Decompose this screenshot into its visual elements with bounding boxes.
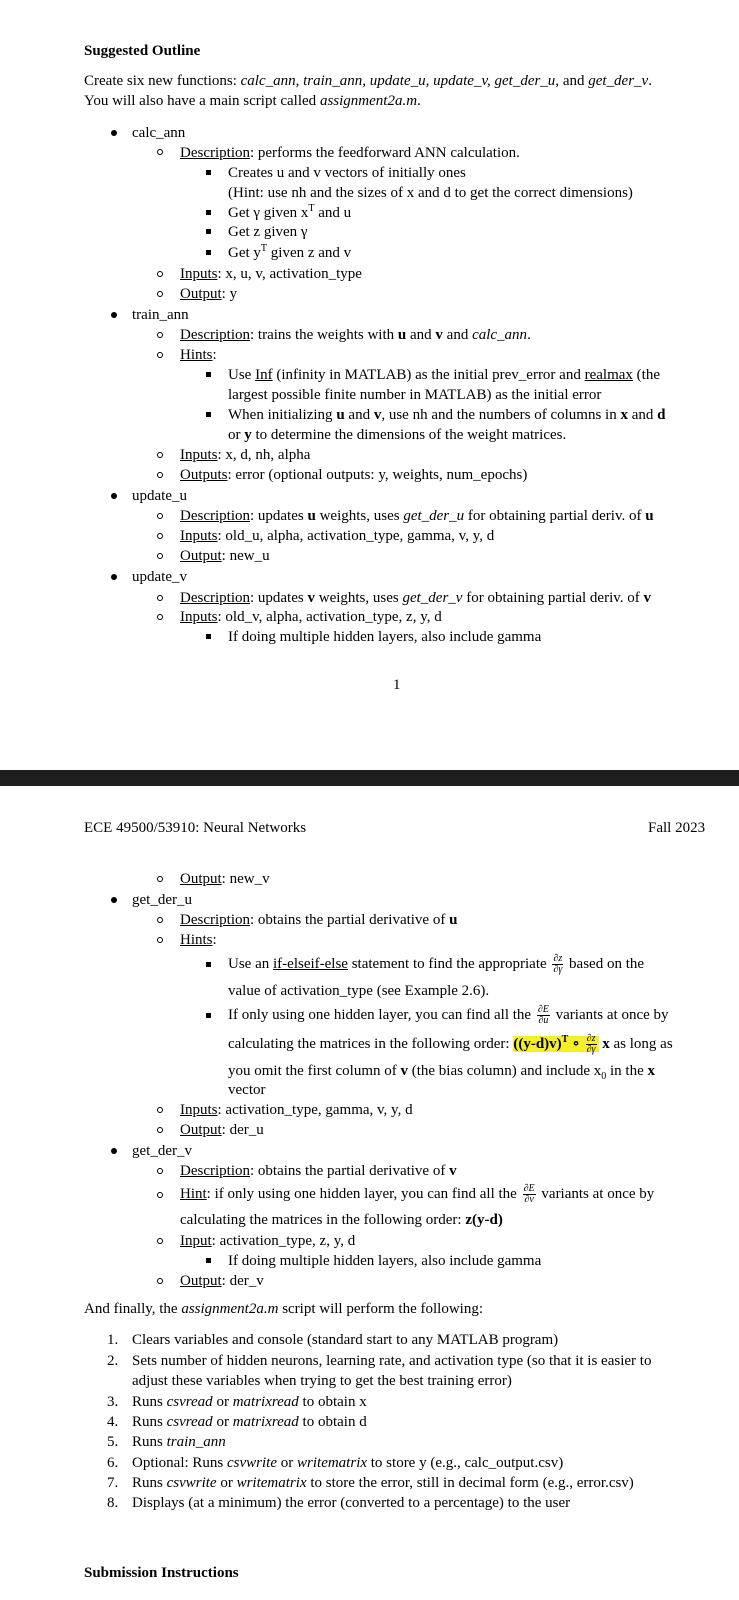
update-v-description: Description: updates v weights, uses get_der_v for obtaining partial deriv. of v: [180, 590, 652, 606]
square-bullet: [206, 634, 211, 639]
step-1: Clears variables and console (standard start to any MATLAB program): [132, 1332, 559, 1348]
intro-line-1: Create six new functions: calc_ann, train_ann, update_u, update_v, get_der_u, and get_der_v.: [84, 73, 652, 89]
page-header-term: Fall 2023: [648, 820, 706, 836]
page-1: [0, 0, 739, 770]
step-number: 7.: [107, 1475, 119, 1491]
circle-bullet: [157, 1192, 163, 1198]
fn-update-u: update_u: [132, 488, 187, 504]
calc-ann-sub1: Creates u and v vectors of initially ones: [228, 165, 466, 181]
calc-ann-sub2: Get γ given $x^T$ and u: [228, 203, 352, 221]
circle-bullet: [157, 1238, 163, 1244]
step-8: Displays (at a minimum) the error (converted to a percentage) to the user: [132, 1495, 571, 1511]
square-bullet: [206, 1258, 211, 1263]
get-der-u-hint2: If only using one hidden layer, you can find all the $\frac{\partial E}{\partial u}$ variants at once by: [228, 1004, 669, 1026]
step-6: Optional: Runs csvwrite or writematrix to store y (e.g., calc_output.csv): [132, 1455, 564, 1471]
step-number: 8.: [107, 1495, 119, 1511]
circle-bullet: [157, 332, 163, 338]
step-5: Runs train_ann: [132, 1434, 226, 1450]
update-u-inputs: Inputs: old_u, alpha, activation_type, gamma, v, y, d: [180, 528, 495, 544]
fn-train-ann: train_ann: [132, 307, 189, 323]
get-der-u-hint2-line2: calculating the matrices in the following order: $((y-d)v)^T$ ∘ $\frac{\partial z}{\partial\gamma}$ x as long as: [228, 1033, 673, 1055]
train-ann-hint1: Use Inf (infinity in MATLAB) as the initial prev_error and realmax (the: [228, 367, 660, 383]
section-heading: Suggested Outline: [84, 43, 201, 59]
circle-bullet: [157, 352, 163, 358]
train-ann-hints-label: Hints:: [180, 347, 217, 363]
circle-bullet: [157, 553, 163, 559]
train-ann-description: Description: trains the weights with u and v and calc_ann.: [180, 327, 531, 343]
highlighted-formula: $((y-d)v)^T$ ∘ $\frac{\partial z}{\partial\gamma}$: [513, 1036, 598, 1052]
calc-ann-output: Output: y: [180, 286, 238, 302]
square-bullet: [206, 1013, 211, 1018]
dE-du-fraction: $\frac{\partial E}{\partial u}$: [537, 1004, 549, 1026]
square-bullet: [206, 170, 211, 175]
step-7: Runs csvwrite or writematrix to store the error, still in decimal form (e.g., error.csv): [132, 1475, 634, 1491]
bullet: [111, 312, 117, 318]
bullet: [111, 130, 117, 136]
get-der-u-hint1-line2: value of activation_type (see Example 2.6).: [228, 983, 490, 999]
circle-bullet: [157, 149, 163, 155]
circle-bullet: [157, 513, 163, 519]
dz-dgamma-fraction: $\frac{\partial z}{\partial\gamma}$: [553, 953, 563, 975]
bullet: [111, 574, 117, 580]
update-v-inputs: Inputs: old_v, alpha, activation_type, z, y, d: [180, 609, 442, 625]
square-bullet: [206, 962, 211, 967]
step-3: Runs csvread or matrixread to obtain x: [132, 1394, 367, 1410]
get-der-u-inputs: Inputs: activation_type, gamma, v, y, d: [180, 1102, 413, 1118]
square-bullet: [206, 229, 211, 234]
square-bullet: [206, 210, 211, 215]
step-number: 4.: [107, 1414, 119, 1430]
circle-bullet: [157, 271, 163, 277]
circle-bullet: [157, 1168, 163, 1174]
bullet: [111, 897, 117, 903]
circle-bullet: [157, 917, 163, 923]
circle-bullet: [157, 452, 163, 458]
step-number: 6.: [107, 1455, 119, 1471]
dE-dv-fraction: $\frac{\partial E}{\partial v}$: [523, 1183, 535, 1205]
get-der-v-output: Output: der_v: [180, 1273, 264, 1289]
circle-bullet: [157, 533, 163, 539]
get-der-v-sub1: If doing multiple hidden layers, also include gamma: [228, 1253, 542, 1269]
page-divider: [0, 770, 739, 786]
get-der-v-hint: Hint: if only using one hidden layer, you can find all the $\frac{\partial E}{\partial v}$ variants at once by: [180, 1183, 655, 1205]
circle-bullet: [157, 876, 163, 882]
get-der-u-description: Description: obtains the partial derivative of u: [180, 912, 458, 928]
circle-bullet: [157, 1127, 163, 1133]
circle-bullet: [157, 291, 163, 297]
calc-ann-sub3: Get z given γ: [228, 224, 308, 240]
calc-ann-sub4: Get $y^T$ given z and v: [228, 243, 352, 261]
square-bullet: [206, 372, 211, 377]
update-u-output: Output: new_u: [180, 548, 270, 564]
get-der-v-hint-line2: calculating the matrices in the following order: z(y-d): [180, 1212, 503, 1228]
step-number: 1.: [107, 1332, 119, 1348]
dz-dgamma-fraction: $\frac{\partial z}{\partial\gamma}$: [586, 1033, 596, 1055]
calc-ann-inputs: Inputs: x, u, v, activation_type: [180, 266, 362, 282]
calc-ann-sub1-hint: (Hint: use nh and the sizes of x and d to get the correct dimensions): [228, 185, 633, 201]
fn-get-der-u: get_der_u: [132, 892, 192, 908]
fn-calc-ann: calc_ann: [132, 125, 186, 141]
circle-bullet: [157, 614, 163, 620]
step-4: Runs csvread or matrixread to obtain d: [132, 1414, 367, 1430]
calc-ann-description: Description: performs the feedforward ANN calculation.: [180, 145, 520, 161]
step-2-line2: adjust these variables when trying to get the best training error): [132, 1373, 512, 1389]
circle-bullet: [157, 1278, 163, 1284]
page-header-course: ECE 49500/53910: Neural Networks: [84, 820, 307, 836]
fn-get-der-v: get_der_v: [132, 1143, 192, 1159]
train-ann-hint2-line2: or y to determine the dimensions of the weight matrices.: [228, 427, 567, 443]
step-number: 3.: [107, 1394, 119, 1410]
page-2: [0, 786, 739, 1600]
submission-heading: Submission Instructions: [84, 1565, 239, 1581]
get-der-v-input: Input: activation_type, z, y, d: [180, 1233, 356, 1249]
get-der-v-description: Description: obtains the partial derivative of v: [180, 1163, 457, 1179]
get-der-u-hints-label: Hints:: [180, 932, 217, 948]
circle-bullet: [157, 1107, 163, 1113]
fn-update-v: update_v: [132, 569, 187, 585]
update-v-output: Output: new_v: [180, 871, 270, 887]
train-ann-inputs: Inputs: x, d, nh, alpha: [180, 447, 311, 463]
update-u-description: Description: updates u weights, uses get_der_u for obtaining partial deriv. of u: [180, 508, 654, 524]
bullet: [111, 1148, 117, 1154]
get-der-u-output: Output: der_u: [180, 1122, 264, 1138]
bullet: [111, 493, 117, 499]
get-der-u-hint1: Use an if-elseif-else statement to find the appropriate $\frac{\partial z}{\partial\gamma}$ based on the: [228, 953, 645, 975]
page-number: 1: [393, 677, 401, 693]
train-ann-hint1-line2: largest possible finite number in MATLAB) as the initial error: [228, 387, 602, 403]
train-ann-outputs: Outputs: error (optional outputs: y, weights, num_epochs): [180, 467, 528, 483]
update-v-sub1: If doing multiple hidden layers, also include gamma: [228, 629, 542, 645]
circle-bullet: [157, 595, 163, 601]
circle-bullet: [157, 472, 163, 478]
step-2: Sets number of hidden neurons, learning rate, and activation type (so that it is easier to: [132, 1353, 652, 1369]
circle-bullet: [157, 937, 163, 943]
square-bullet: [206, 412, 211, 417]
get-der-u-hint2-line3: you omit the first column of v (the bias column) and include $x_0$ in the x: [228, 1063, 656, 1082]
step-number: 5.: [107, 1434, 119, 1450]
step-number: 2.: [107, 1353, 119, 1369]
finally-paragraph: And finally, the assignment2a.m script will perform the following:: [84, 1301, 483, 1317]
get-der-u-hint2-line4: vector: [228, 1082, 266, 1098]
intro-line-2: You will also have a main script called assignment2a.m.: [84, 93, 421, 109]
square-bullet: [206, 250, 211, 255]
train-ann-hint2: When initializing u and v, use nh and the numbers of columns in x and d: [228, 407, 666, 423]
